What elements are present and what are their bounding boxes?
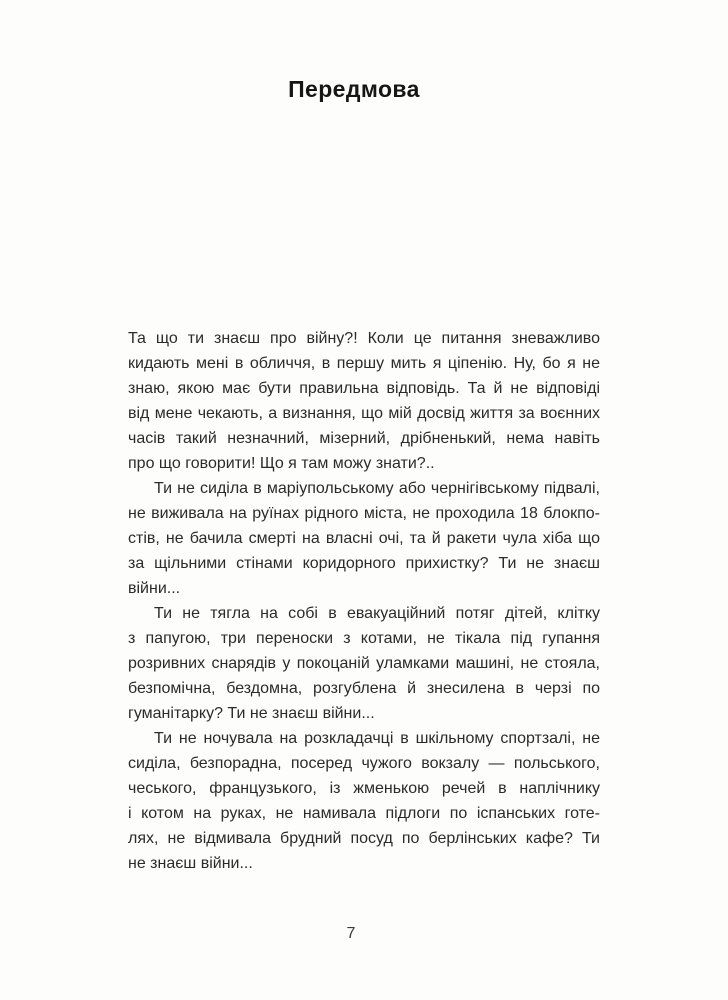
text-line: Ти не сиділа в маріупольському або чернігівському підвалі, xyxy=(154,480,600,497)
text-line: Та що ти знаєш про війну?! Коли це питання зневажливо xyxy=(128,330,600,347)
text-line: лях, не відмивала брудний посуд по берлінських кафе? Ти xyxy=(128,830,600,847)
text-line: сиділа, безпорадна, посеред чужого вокзалу — польського, xyxy=(128,755,600,772)
text-line: не знаєш війни... xyxy=(128,855,253,872)
text-line: і котом на руках, не намивала підлоги по іспанських готе- xyxy=(128,805,600,822)
text-line: кидають мені в обличчя, в першу мить я ціпенію. Ну, бо я не xyxy=(128,355,600,372)
paragraph xyxy=(128,326,600,476)
page-title: Передмова xyxy=(288,76,420,102)
text-line: безпомічна, бездомна, розгублена й знесилена в черзі по xyxy=(128,680,600,697)
text-line: часів такий незначний, мізерний, дрібненький, нема навіть xyxy=(128,430,600,447)
text-line: Ти не ночувала на розкладачці в шкільному спортзалі, не xyxy=(154,730,600,747)
text-line: стів, не бачила смерті на власні очі, та й ракети чула хіба що xyxy=(128,530,600,547)
text-line: гуманітарку? Ти не знаєш війни... xyxy=(128,705,375,722)
text-line: за щільними стінами коридорного прихистку? Ти не знаєш xyxy=(128,555,600,572)
text-line: від мене чекають, а визнання, що мій досвід життя за воєнних xyxy=(128,405,600,422)
paragraph xyxy=(128,476,600,601)
text-line: розривних снарядів у покоцаній уламками машині, не стояла, xyxy=(128,655,600,672)
paragraph xyxy=(128,726,600,876)
text-line: Ти не тягла на собі в евакуаційний потяг дітей, клітку xyxy=(154,605,600,622)
text-block xyxy=(128,326,600,876)
text-line: з папугою, три переноски з котами, не тікала під гупання xyxy=(128,630,600,647)
text-line: знаю, якою має бути правильна відповідь. Та й не відповіді xyxy=(128,380,600,397)
paragraph xyxy=(128,601,600,726)
text-line: не виживала на руїнах рідного міста, не проходила 18 блокпо- xyxy=(128,505,600,522)
page-number: 7 xyxy=(346,925,356,942)
text-line: чеського, французького, із жменькою речей в наплічнику xyxy=(128,780,600,797)
text-line: війни... xyxy=(128,580,181,597)
text-line: про що говорити! Що я там можу знати?.. xyxy=(128,455,435,472)
